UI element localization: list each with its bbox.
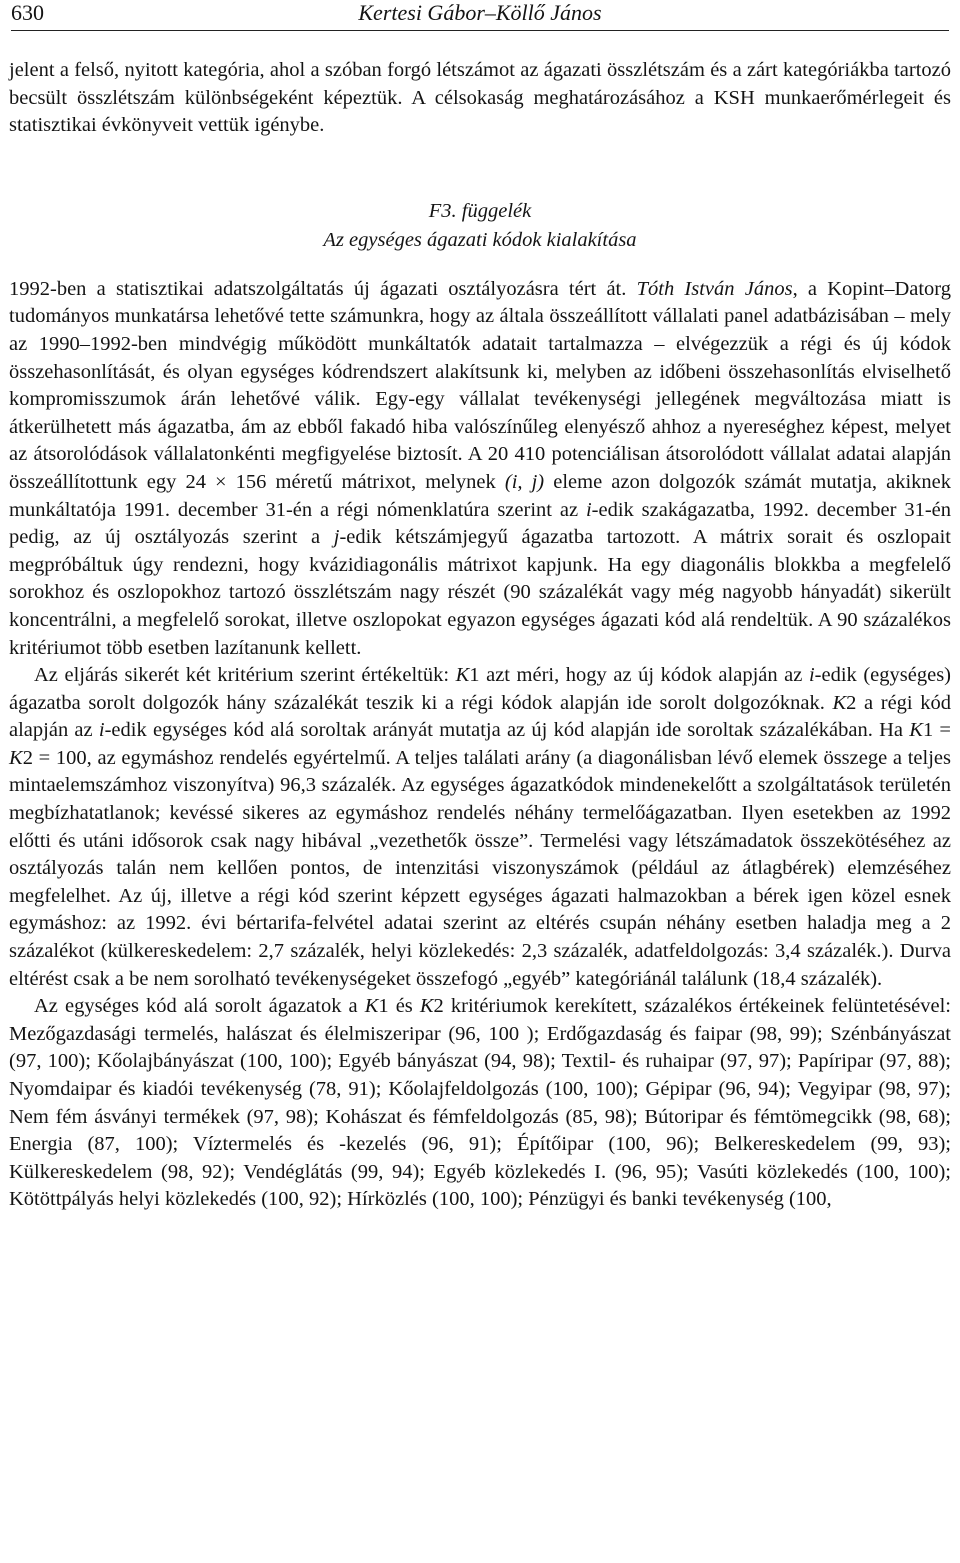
page-header	[11, 0, 949, 31]
section-label: F3. függelék	[428, 199, 532, 222]
section-title: Az egységes ágazati kódok kialakítása	[323, 228, 637, 251]
paragraph-coding: 1992-ben a statisztikai adatszolgáltatás új ágazati osztályozásra tért át. Tóth István János, a Kopint–Datorg tudományos munkatársa lehetővé tette számunkra, hogy az általa összeállított vállalati panel adatbázisában – mely az 1990–1992-ben mindvégig működött munkáltatók adatait tartalmazza – elvégezzük a régi és új kódok összehasonlítását, és olyan egységes kódrendszert alakítsunk ki, melyben az időbeni összehasonlítás elviselhető kompromisszumok árán lehetővé válik. Egy-egy vállalat tevékenységi jellegének megváltozása miatt is átkerülhetett más ágazatba, ám az ebből fakadó hiba valószínűleg elenyésző ahhoz a nyereséghez képest, melyet az átsorolódások vállalatonkénti megfigyelése biztosít. A 20 410 potenciálisan átsorolódott vállalat adatai alapján összeállítottunk egy 24 × 156 méretű mátrixot, melynek (i, j) eleme azon dolgozók számát mutatja, akiknek munkáltatója 1991. december 31-én a régi nómenklatúra szerint az i-edik szakágazatba, 1992. december 31-én pedig, az új osztályozás szerint a j-edik kétszámjegyű ágazatba tartozott. A mátrix sorait és oszlopait megpróbáltuk úgy rendezni, hogy kvázidiagonális mátrixot kapjunk. Ha egy diagonális blokkba a megfelelő sorokhoz és oszlopokhoz tartozó összlétszám nagy részét (90 százalékát vagy még nagyobb hányadát) sikerült koncentrálni, a megfelelő sorokat, illetve oszlopokat egyazon egységes ágazati kód alá rendeltük. A 90 százalékos kritériumot több esetben lazítanunk kellett.	[9, 277, 952, 659]
paragraph-sector-list: Az egységes kód alá sorolt ágazatok a K1 és K2 kritériumok kerekített, százalékos értékeinek felüntetésével: Mezőgazdasági termelés, halászat és élelmiszeripar (96, 100 ); Erdőgazdaság és faipar (98, 99); Szénbányászat (97, 100); Kőolajbányászat (100, 100); Egyéb bányászat (94, 98); Textil- és ruhaipar (97, 97); Papíripar (97, 88); Nyomdaipar és kiadói tevékenység (78, 91); Kőolajfeldolgozás (100, 100); Gépipar (96, 94); Vegyipar (98, 97); Nem fém ásványi termékek (97, 98); Kohászat és fémfeldolgozás (85, 98); Bútoripar és fémtömegcikk (98, 68); Energia (87, 100); Víztermelés és -kezelés (96, 91); Építőipar (100, 96); Belkereskedelem (99, 93); Külkereskedelem (98, 92); Vendéglátás (99, 94); Egyéb közlekedés I. (96, 95); Vasúti közlekedés (100, 100); Kötöttpályás helyi közlekedés (100, 92); Hírközlés (100, 100); Pénzügyi és banki tevékenység (100,	[9, 995, 952, 1211]
section-heading	[9, 197, 951, 255]
page-body	[9, 57, 951, 1214]
paragraph-continuation: jelent a felső, nyitott kategória, ahol a szóban forgó létszámot az ágazati összlétszám és a zárt kategóriákba tartozó becsült összlétszám különbségeként képeztük. A célsokaság meghatározásához a KSH munkaerőmérlegeit és statisztikai évkönyveit vettük igénybe.	[9, 59, 951, 137]
page-number: 630	[11, 0, 44, 25]
running-head: Kertesi Gábor–Köllő János	[358, 0, 602, 25]
author-name: Tóth István János	[636, 277, 793, 300]
paragraph-criteria: Az eljárás sikerét két kritérium szerint értékeltük: K1 azt méri, hogy az új kódok alapján az i-edik (egységes) ágazatba sorolt dolgozók hány százalékát teszik ki a régi kódok alapján ide sorolt dolgozóknak. K2 a régi kód alapján az i-edik egységes kód alá soroltak arányát mutatja az új kód alapján ide soroltak százalékában. Ha K1 = K2 = 100, az egymáshoz rendelés egyértelmű. A teljes találati arány (a diagonálisban lévő elemek összege a teljes mintaelemszámhoz viszonyítva) 96,3 százalék. Az egységes ágazatkódok mindenekelőtt a szolgáltatások területén megbízhatatlanok; kevéssé sikeres az egymáshoz rendelés néhány termelőágazatban. Ilyen esetekben az 1992 előtti és utáni idősorok csak nagy hibával „vezethetők össze”. Termelési vagy létszámadatok összekötéséhez az osztályozás talán nem kellően pontos, de intenzitási viszonyszámok (például az átlagbérek) elemzéséhez megfelelhet. Az új, illetve a régi kód szerint képzett egységes ágazati halmazokban a bérek igen közel esnek egymáshoz: az 1992. évi bértarifa-felvétel adatai szerint az eltérés csupán néhány esetben haladja meg a 2 százalékot (külkereskedelem: 2,7 százalék, helyi közlekedés: 2,3 százalék, adatfeldolgozás: 3,4 százalék.). Durva eltérést csak a be nem sorolható tevékenységeket összefogó „egyéb” kategóriánál találunk (18,4 százalék).	[9, 664, 951, 990]
